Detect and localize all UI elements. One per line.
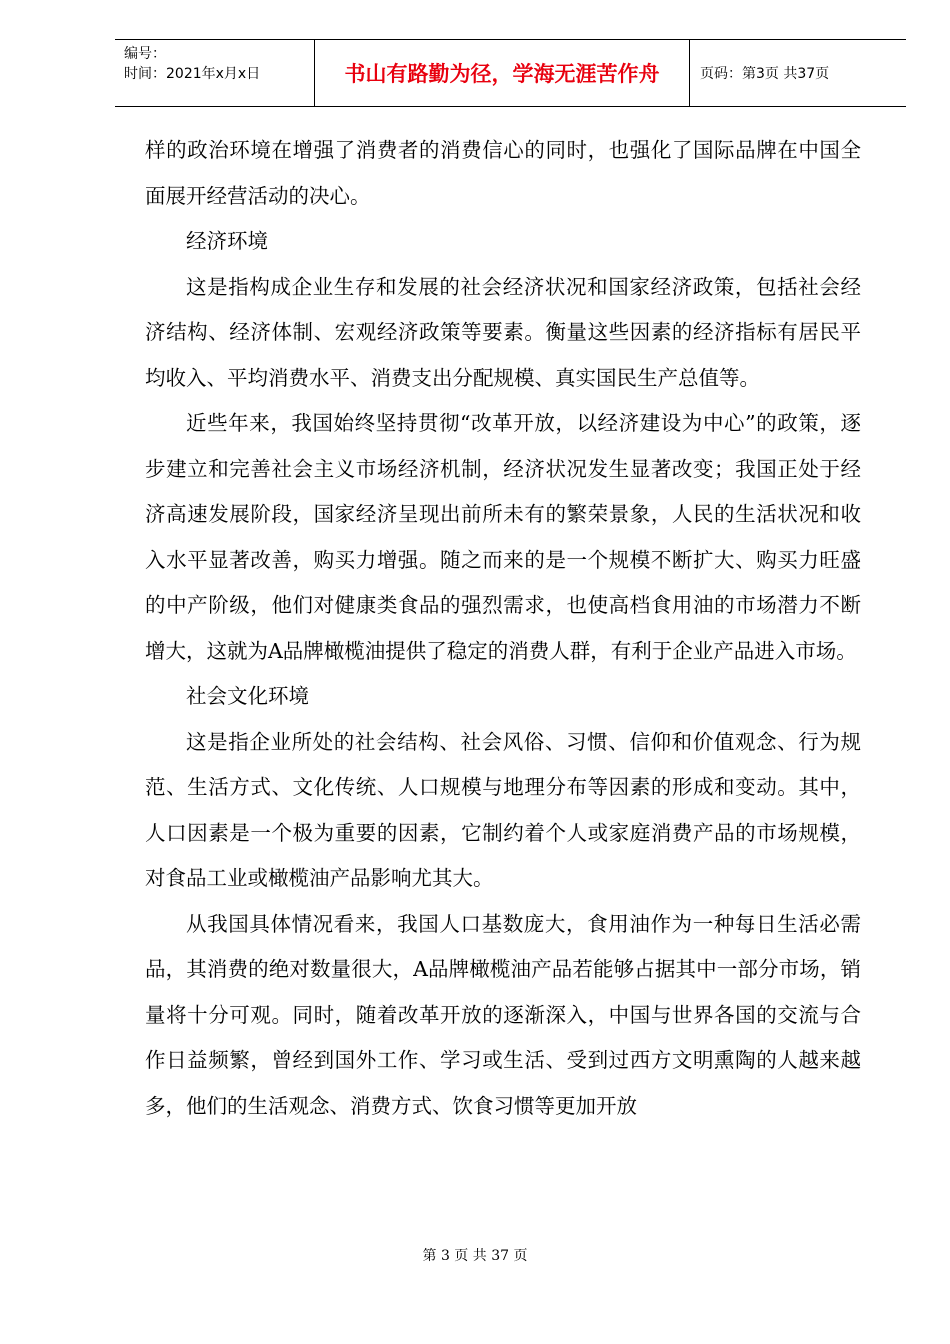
header-page-info: 页码：第3页 共37页	[700, 66, 830, 82]
header-motto: 书山有路勤为径，学海无涯苦作舟	[315, 40, 690, 106]
paragraph: 这是指构成企业生存和发展的社会经济状况和国家经济政策，包括社会经济结构、经济体制、宏观经济政策等要素。衡量这些因素的经济指标有居民平均收入、平均消费水平、消费支出分配规模、真实国民生产总值等。	[145, 274, 861, 390]
number-label: 编号：	[124, 46, 166, 62]
paragraph: 从我国具体情况看来，我国人口基数庞大，食用油作为一种每日生活必需品，其消费的绝对数量很大，A品牌橄榄油产品若能够占据其中一部分市场，销量将十分可观。同时，随着改革开放的逐渐深入，中国与世界各国的交流与合作日益频繁，曾经到国外工作、学习或生活、受到过西方文明熏陶的人越来越多，他们的生活观念、消费方式、饮食习惯等更加开放	[145, 911, 861, 1118]
section-heading: 经济环境	[186, 229, 268, 253]
document-body	[145, 128, 861, 1129]
header-meta	[115, 40, 315, 106]
page-header	[115, 39, 906, 107]
section-heading: 社会文化环境	[186, 684, 309, 708]
time-label: 时间：2021年x月x日	[124, 66, 261, 82]
paragraph: 这是指企业所处的社会结构、社会风俗、习惯、信仰和价值观念、行为规范、生活方式、文化传统、人口规模与地理分布等因素的形成和变动。其中，人口因素是一个极为重要的因素，它制约着个人或家庭消费产品的市场规模，对食品工业或橄榄油产品影响尤其大。	[145, 729, 861, 890]
paragraph: 样的政治环境在增强了消费者的消费信心的同时，也强化了国际品牌在中国全面展开经营活动的决心。	[145, 138, 861, 208]
page-footer: 第 3 页 共 37 页	[422, 1248, 528, 1264]
paragraph: 近些年来，我国始终坚持贯彻“改革开放，以经济建设为中心”的政策，逐步建立和完善社会主义市场经济机制，经济状况发生显著改变；我国正处于经济高速发展阶段，国家经济呈现出前所未有的繁荣景象，人民的生活状况和收入水平显著改善，购买力增强。随之而来的是一个规模不断扩大、购买力旺盛的中产阶级，他们对健康类食品的强烈需求，也使高档食用油的市场潜力不断增大，这就为A品牌橄榄油提供了稳定的消费人群，有利于企业产品进入市场。	[145, 411, 861, 663]
